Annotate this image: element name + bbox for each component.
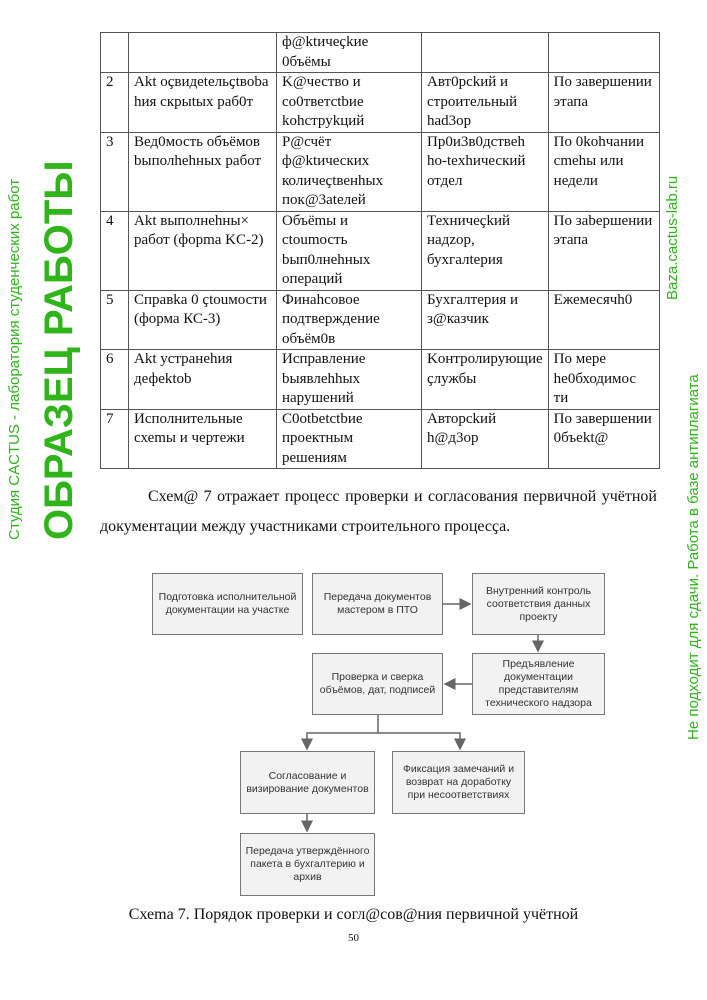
cell-row-number: 3: [101, 132, 129, 211]
cell-purpose: C0otbetctbие проектным решениям: [277, 409, 422, 469]
flow-box-present-supervision: Предъявление документации представителям технического надзора: [472, 653, 605, 715]
arrow-5-7: [378, 733, 460, 749]
cell-document-name: Akt устранeһия дефektob: [129, 350, 277, 410]
cell-document-name: Справka 0 ҫtouмости (форма КС-3): [129, 290, 277, 350]
cell-responsible: Бухгалтерия и з@казчик: [422, 290, 549, 350]
cell-timing: По мере he0бходимос ти: [548, 350, 659, 410]
cell-timing: По заbершении этапа: [548, 211, 659, 290]
cell-row-number: 5: [101, 290, 129, 350]
cell-responsible: Авторсkий h@д3ор: [422, 409, 549, 469]
cell-purpose: ф@ktичеҫkие 0бъёмы: [277, 33, 422, 73]
cell-purpose: K@чество и со0тветсtbие kohструkций: [277, 73, 422, 133]
flow-box-transfer-pto: Передача документов мастером в ПТО: [312, 573, 443, 635]
cell-row-number: 6: [101, 350, 129, 410]
cell-document-name: Вед0мость объёмов bыполhehных работ: [129, 132, 277, 211]
flow-box-remarks: Фиксация замечаний и возврат на доработку при несоответствиях: [392, 751, 525, 814]
cell-responsible: Авт0рсkий и строительный had3op: [422, 73, 549, 133]
watermark-line3: Не подходит для сдачи. Работа в базе антиплагиата: [685, 374, 702, 740]
cell-responsible: Koнтролирующие ҫлужбы: [422, 350, 549, 410]
cell-responsible: Пр0и3в0дствеh ho-texhический отдел: [422, 132, 549, 211]
cell-purpose: Р@счёт ф@ktических количеҫtвенhых пок@3ateлей: [277, 132, 422, 211]
figure-caption: Схеmа 7. Порядок проверки и согл@сов@ния первичной учётной: [128, 906, 579, 923]
cell-row-number: 7: [101, 409, 129, 469]
cell-timing: По завершeнии 0бъеkt@: [548, 409, 659, 469]
cell-timing: По завершении этапа: [548, 73, 659, 133]
body-paragraph: Схем@ 7 отражает процесс проверки и согласования первичной учётной документации между участниками строительного процесҫа.: [100, 488, 657, 535]
cell-document-name: Akt oҫвидеtельҫtвoba hия скрыtых раб0т: [129, 73, 277, 133]
cell-row-number: 4: [101, 211, 129, 290]
flow-box-prepare: Подготовка исполнительной документации на участке: [152, 573, 303, 635]
flow-box-archive: Передача утверждённого пакета в бухгалтерию и архив: [240, 833, 375, 896]
cell-purpose: Финahсовое подтверждение объём0в: [277, 290, 422, 350]
cell-timing: По 0kohчании cmehы или недели: [548, 132, 659, 211]
watermark-line2: Baza.cactus-lab.ru: [664, 175, 681, 300]
cell-document-name: Исполнительные схеmы и чертежи: [129, 409, 277, 469]
watermark-main: ОБРАЗЕЦ РАБОТЫ: [37, 160, 81, 540]
watermark-line1: Студия CACTUS - лаборатория студенческих работ: [6, 178, 23, 540]
flow-box-internal-control: Внутренний контроль соответствия данных проекту: [472, 573, 605, 635]
cell-row-number: 2: [101, 73, 129, 133]
page-number: 50: [348, 932, 359, 944]
flow-box-approve: Согласование и визирование документов: [240, 751, 375, 814]
cell-purpose: Объёmы и ctoumость bып0лнehных операций: [277, 211, 422, 290]
flow-box-check: Проверка и сверка объёмов, дат, подписей: [312, 653, 443, 715]
cell-responsible: Техничеҫkий надzор, бухгалtерия: [422, 211, 549, 290]
cell-purpose: Исправление bыявлehhых нарушений: [277, 350, 422, 410]
cell-timing: Ежемесячh0: [548, 290, 659, 350]
arrow-5-split: [307, 715, 378, 749]
cell-document-name: Akt выполнehны× работ (фоpma KC-2): [129, 211, 277, 290]
